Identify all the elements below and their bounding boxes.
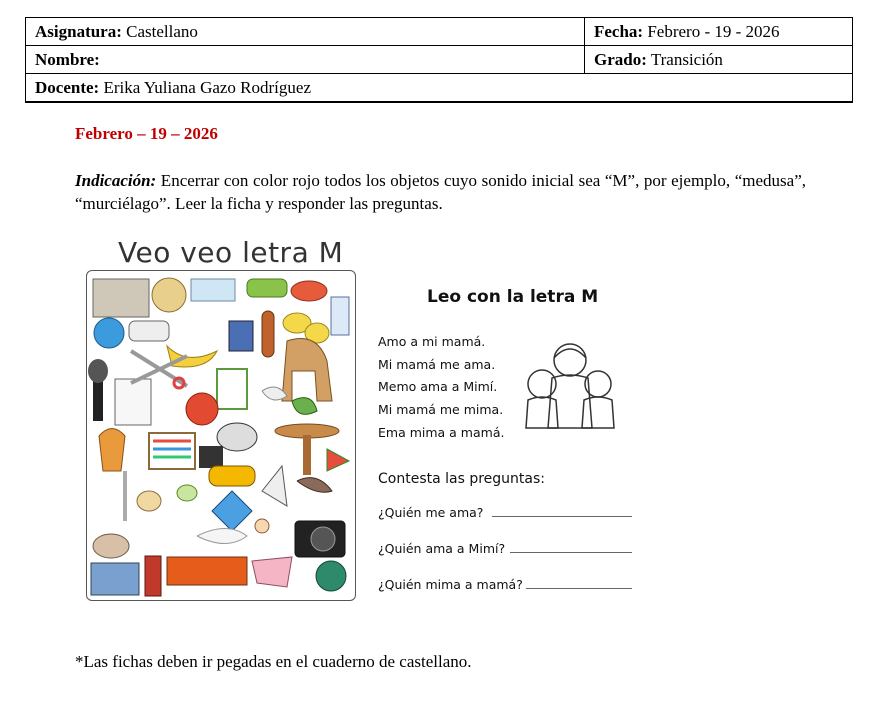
- nombre-label: Nombre:: [35, 49, 100, 69]
- answer-line-3[interactable]: [526, 588, 632, 589]
- questions-heading: Contesta las preguntas:: [378, 471, 546, 487]
- footnote: *Las fichas deben ir pegadas en el cuaderno de castellano.: [75, 652, 472, 671]
- docente-label: Docente:: [35, 77, 100, 97]
- asignatura-label: Asignatura:: [35, 21, 122, 41]
- fecha-cell: [585, 18, 853, 46]
- reading-line: Mi mamá me mima.: [378, 402, 504, 417]
- instruction-paragraph: [75, 169, 806, 215]
- family-drawing: [518, 338, 622, 434]
- objects-collage: [87, 271, 355, 600]
- grado-value: Transición: [646, 49, 723, 69]
- header-table: [25, 17, 853, 103]
- docente-cell: [26, 74, 853, 103]
- asignatura-value: Castellano: [121, 21, 198, 41]
- veo-veo-title: Veo veo letra M: [118, 236, 344, 269]
- reading-line: Amo a mi mamá.: [378, 334, 486, 349]
- fecha-value: Febrero - 19 - 2026: [643, 21, 780, 41]
- objects-illustration: [86, 270, 356, 601]
- instruction-label: Indicación:: [75, 171, 157, 190]
- leo-title: Leo con la letra M: [427, 287, 599, 307]
- asignatura-cell: [26, 18, 585, 46]
- date-heading: Febrero – 19 – 2026: [75, 124, 218, 143]
- grado-label: Grado:: [594, 49, 647, 69]
- fecha-label: Fecha:: [594, 21, 644, 41]
- reading-line: Ema mima a mamá.: [378, 425, 505, 440]
- answer-line-1[interactable]: [492, 516, 632, 517]
- instruction-text: Encerrar con color rojo todos los objetos cuyo sonido inicial sea “M”, por ejemplo, “medusa”, “murciélago”. Leer la ficha y responder las preguntas.: [75, 171, 806, 213]
- reading-line: Mi mamá me ama.: [378, 357, 496, 372]
- question-1: ¿Quién me ama?: [378, 505, 484, 520]
- docente-value: Erika Yuliana Gazo Rodríguez: [99, 77, 311, 97]
- nombre-cell: [26, 46, 585, 74]
- question-2: ¿Quién ama a Mimí?: [378, 541, 506, 556]
- grado-cell: [585, 46, 853, 74]
- answer-line-2[interactable]: [510, 552, 632, 553]
- question-3: ¿Quién mima a mamá?: [378, 577, 523, 592]
- reading-line: Memo ama a Mimí.: [378, 379, 498, 394]
